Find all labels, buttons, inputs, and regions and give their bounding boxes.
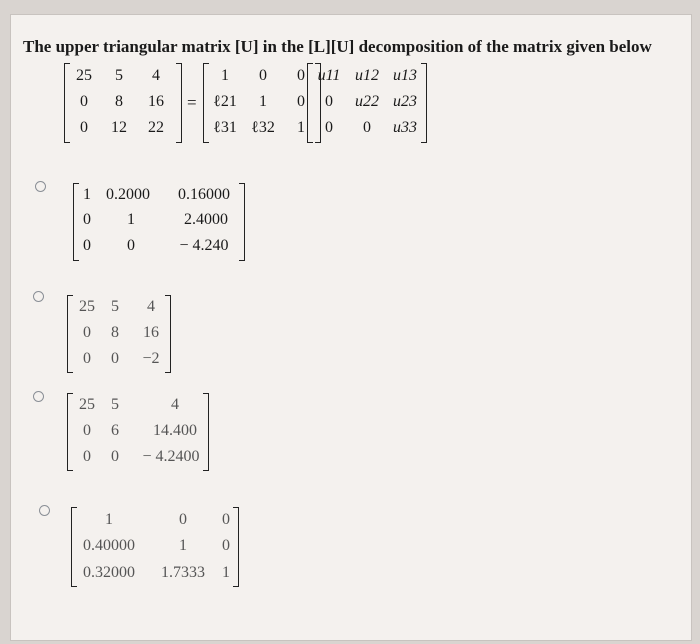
left-bracket xyxy=(71,507,77,587)
matrix-cell: 0 xyxy=(325,119,333,136)
matrix-cell: 4 xyxy=(152,67,160,84)
matrix-cell: 0.2000 xyxy=(106,186,150,203)
matrix-cell: 1.7333 xyxy=(161,564,205,581)
matrix-cell: 22 xyxy=(148,119,164,136)
matrix-cell: 4 xyxy=(147,298,155,315)
right-bracket xyxy=(421,63,427,143)
matrix-cell: u23 xyxy=(393,93,417,110)
matrix-cell: 4 xyxy=(171,396,179,413)
option-d-matrix xyxy=(71,507,239,587)
matrix-cell: 5 xyxy=(111,298,119,315)
option-a-matrix xyxy=(73,183,245,261)
matrix-cell: −2 xyxy=(142,350,160,367)
right-bracket xyxy=(165,295,171,373)
equals-sign: = xyxy=(187,93,197,112)
question-text: The upper triangular matrix [U] in the [L][U] decomposition of the matrix given below xyxy=(23,37,652,56)
matrix-cell: 0 xyxy=(297,93,305,110)
matrix-cell: 25 xyxy=(79,396,95,413)
left-bracket xyxy=(64,63,70,143)
matrix-cell: 25 xyxy=(76,67,92,84)
matrix-cell: 8 xyxy=(111,324,119,341)
matrix-cell: 0 xyxy=(83,211,91,228)
matrix-cell: 0 xyxy=(80,93,88,110)
matrix-cell: 16 xyxy=(148,93,164,110)
matrix-u xyxy=(307,63,427,143)
matrix-cell: 14.400 xyxy=(153,422,197,439)
matrix-cell: 1 xyxy=(83,186,91,203)
matrix-cell: 1 xyxy=(105,511,113,528)
left-bracket xyxy=(67,393,73,471)
matrix-cell: 1 xyxy=(127,211,135,228)
matrix-cell: 0 xyxy=(222,511,230,528)
matrix-cell: ℓ32 xyxy=(251,119,275,136)
matrix-cell: 0 xyxy=(179,511,187,528)
matrix-cell: 0 xyxy=(222,537,230,554)
left-bracket xyxy=(203,63,209,143)
matrix-cell: ℓ21 xyxy=(213,93,237,110)
matrix-cell: 0 xyxy=(325,93,333,110)
matrix-cell: 0 xyxy=(83,324,91,341)
matrix-cell: u33 xyxy=(393,119,417,136)
matrix-cell: u13 xyxy=(393,67,417,84)
matrix-cell: 0.40000 xyxy=(83,537,135,554)
option-d-radio[interactable] xyxy=(39,505,50,516)
matrix-cell: u12 xyxy=(355,67,379,84)
matrix-cell: 1 xyxy=(179,537,187,554)
matrix-cell: 1 xyxy=(222,564,230,581)
left-bracket xyxy=(73,183,79,261)
matrix-cell: 0 xyxy=(80,119,88,136)
matrix-a xyxy=(64,63,182,143)
matrix-l xyxy=(203,63,321,143)
matrix-cell: u11 xyxy=(317,67,341,84)
matrix-cell: 2.4000 xyxy=(184,211,228,228)
right-bracket xyxy=(239,183,245,261)
matrix-cell: ℓ31 xyxy=(213,119,237,136)
matrix-cell: u22 xyxy=(355,93,379,110)
matrix-cell: 1 xyxy=(297,119,305,136)
option-b-radio[interactable] xyxy=(33,291,44,302)
right-bracket xyxy=(176,63,182,143)
matrix-cell: 1 xyxy=(259,93,267,110)
question-page xyxy=(10,14,692,641)
option-c-radio[interactable] xyxy=(33,391,44,402)
matrix-cell: 5 xyxy=(115,67,123,84)
matrix-cell: 6 xyxy=(111,422,119,439)
matrix-cell: 0 xyxy=(111,350,119,367)
matrix-cell: 0 xyxy=(363,119,371,136)
matrix-cell: 1 xyxy=(221,67,229,84)
left-bracket xyxy=(67,295,73,373)
left-bracket xyxy=(307,63,313,143)
matrix-cell: 0 xyxy=(259,67,267,84)
matrix-cell: 0 xyxy=(83,422,91,439)
option-a-radio[interactable] xyxy=(35,181,46,192)
matrix-cell: 5 xyxy=(111,396,119,413)
right-bracket xyxy=(203,393,209,471)
matrix-cell: 25 xyxy=(79,298,95,315)
right-bracket xyxy=(233,507,239,587)
matrix-cell: 0 xyxy=(111,448,119,465)
matrix-cell: 12 xyxy=(111,119,127,136)
matrix-cell: 0 xyxy=(83,448,91,465)
matrix-cell: 0 xyxy=(83,350,91,367)
option-b-matrix xyxy=(67,295,171,373)
matrix-cell: 0 xyxy=(83,237,91,254)
option-c-matrix xyxy=(67,393,209,471)
matrix-cell: 16 xyxy=(143,324,159,341)
matrix-cell: 0.16000 xyxy=(178,186,230,203)
matrix-cell: − 4.2400 xyxy=(142,448,200,465)
matrix-cell: 0.32000 xyxy=(83,564,135,581)
matrix-cell: 0 xyxy=(127,237,135,254)
matrix-cell: − 4.240 xyxy=(179,237,229,254)
matrix-cell: 8 xyxy=(115,93,123,110)
matrix-cell: 0 xyxy=(297,67,305,84)
